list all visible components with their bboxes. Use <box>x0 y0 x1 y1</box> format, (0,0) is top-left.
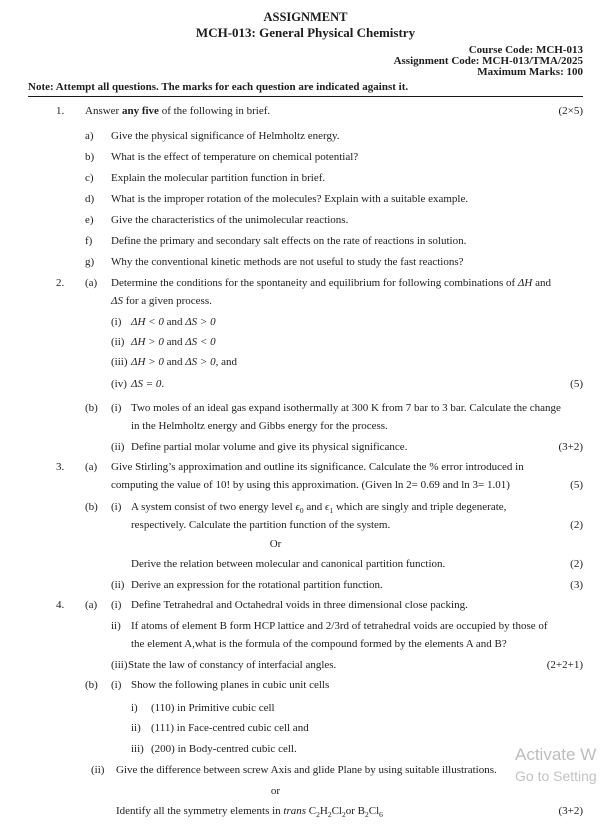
indent-spacer <box>28 274 56 310</box>
item-label: (i) <box>111 316 122 328</box>
question-row <box>28 313 583 331</box>
question-row <box>28 333 583 351</box>
indent-spacer <box>28 353 111 371</box>
item-label: (iv) <box>111 378 127 390</box>
item-label: a) <box>85 130 94 142</box>
course-code: Course Code: MCH-013 <box>468 44 583 56</box>
item-label: iii) <box>131 743 144 755</box>
question-text: ΔS = 0. <box>131 378 165 390</box>
question-row <box>28 148 583 166</box>
item-label: (iii) <box>111 356 128 368</box>
item-label: (iii) <box>111 659 128 671</box>
question-row <box>28 253 583 271</box>
marks-value: (3) <box>570 579 583 591</box>
item-label: i) <box>131 702 138 714</box>
indent-spacer <box>28 555 131 573</box>
item-label: ii) <box>111 620 121 632</box>
question-list <box>28 102 583 820</box>
question-row <box>28 399 583 435</box>
question-row <box>28 232 583 250</box>
marks-value: (5) <box>570 479 583 491</box>
question-text: (111) in Face-centred cubic cell and <box>151 722 309 734</box>
item-label: (ii) <box>111 441 125 453</box>
page-title: ASSIGNMENT <box>263 10 348 24</box>
question-text: State the law of constancy of interfacial angles. <box>128 659 337 671</box>
indent-spacer <box>28 596 56 614</box>
question-row <box>28 458 583 494</box>
question-row <box>28 169 583 187</box>
item-label: 1. <box>56 105 65 117</box>
question-text: Define partial molar volume and give its physical significance. <box>131 441 408 453</box>
question-text: Give the physical significance of Helmholtz energy. <box>111 130 340 142</box>
item-label: (i) <box>111 501 122 513</box>
question-row <box>28 782 583 800</box>
indent-spacer <box>28 719 131 737</box>
question-text: ΔH < 0 and ΔS > 0 <box>131 316 216 328</box>
question-row <box>28 676 583 694</box>
question-row <box>28 535 583 553</box>
question-text: ΔH > 0 and ΔS > 0, and <box>131 356 237 368</box>
indent-spacer <box>28 576 111 594</box>
marks-value: (5) <box>570 378 583 390</box>
question-row <box>28 353 583 371</box>
question-text: Derive an expression for the rotational partition function. <box>131 579 383 591</box>
item-label: (i) <box>111 679 122 691</box>
question-row <box>28 740 583 758</box>
question-text: Give the characteristics of the unimolecular reactions. <box>111 214 349 226</box>
indent-spacer <box>28 438 111 456</box>
question-row <box>28 190 583 208</box>
item-label: (ii) <box>111 579 125 591</box>
item-label: (ii) <box>111 336 125 348</box>
item-label: (a) <box>85 277 98 289</box>
assignment-code: Assignment Code: MCH-013/TMA/2025 <box>393 55 583 67</box>
indent-spacer <box>28 676 85 694</box>
indent-spacer <box>28 313 111 331</box>
item-label: d) <box>85 193 95 205</box>
question-text: (200) in Body-centred cubic cell. <box>151 743 297 755</box>
question-row <box>28 761 583 779</box>
indent-spacer <box>28 102 56 120</box>
item-label: (i) <box>111 402 122 414</box>
question-text: Answer any five of the following in brief. <box>85 105 271 117</box>
question-row <box>28 656 583 674</box>
indent-spacer <box>28 399 85 435</box>
marks-value: (3+2) <box>558 805 583 817</box>
question-text: Or <box>269 538 282 550</box>
question-row <box>28 596 583 614</box>
question-row <box>28 719 583 737</box>
indent-spacer <box>28 699 131 717</box>
question-text: If atoms of element B form HCP lattice and 2/3rd of tetrahedral voids are occupied by those of the element A,what is the formula of the compound formed by the elements A and B? <box>131 620 548 650</box>
marks-value: (2×5) <box>558 105 583 117</box>
item-label: g) <box>85 256 95 268</box>
indent-spacer <box>28 458 56 494</box>
marks-value: (3+2) <box>558 441 583 453</box>
marks-value: (2) <box>570 558 583 570</box>
item-label: (b) <box>85 501 98 513</box>
indent-spacer <box>28 761 91 779</box>
question-text: Determine the conditions for the spontaneity and equilibrium for following combinations of ΔH and ΔS for a given process. <box>111 277 551 307</box>
question-row <box>28 375 583 393</box>
indent-spacer <box>28 169 85 187</box>
item-label: c) <box>85 172 94 184</box>
indent-spacer <box>28 190 85 208</box>
question-row <box>28 274 583 310</box>
indent-spacer <box>28 127 85 145</box>
question-text: Explain the molecular partition function in brief. <box>111 172 326 184</box>
question-text: Derive the relation between molecular and canonical partition function. <box>131 558 446 570</box>
item-label: ii) <box>131 722 141 734</box>
question-row <box>28 102 583 120</box>
indent-spacer <box>28 211 85 229</box>
question-text: Define the primary and secondary salt effects on the rate of reactions in solution. <box>111 235 467 247</box>
question-text: What is the effect of temperature on chemical potential? <box>111 151 359 163</box>
indent-spacer <box>28 656 111 674</box>
watermark-line1: Activate W <box>515 745 597 764</box>
item-label: (a) <box>85 599 98 611</box>
question-text: Show the following planes in cubic unit cells <box>131 679 330 691</box>
question-row <box>28 498 583 534</box>
marks-value: (2) <box>570 519 583 531</box>
item-label: 2. <box>56 277 65 289</box>
indent-spacer <box>28 148 85 166</box>
question-row <box>28 699 583 717</box>
item-label: f) <box>85 235 93 247</box>
indent-spacer <box>28 333 111 351</box>
question-text: Why the conventional kinetic methods are not useful to study the fast reactions? <box>111 256 464 268</box>
item-label: (a) <box>85 461 98 473</box>
question-row <box>28 438 583 456</box>
question-row <box>28 576 583 594</box>
question-row <box>28 802 583 820</box>
marks-value: (2+2+1) <box>546 659 583 671</box>
maximum-marks: Maximum Marks: 100 <box>477 66 583 78</box>
item-label: e) <box>85 214 94 226</box>
indent-spacer <box>28 253 85 271</box>
watermark-line2: Go to Setting <box>515 768 597 784</box>
question-text: What is the improper rotation of the molecules? Explain with a suitable example. <box>111 193 469 205</box>
item-label: 3. <box>56 461 65 473</box>
indent-spacer <box>28 232 85 250</box>
item-label: (i) <box>111 599 122 611</box>
indent-spacer <box>28 498 85 534</box>
question-row <box>28 617 583 653</box>
question-text: Give Stirling’s approximation and outline its significance. Calculate the % error introduced in computing the value of 10! by using this approximation. (Given ln 2= 0.69 and ln 3= 1.01) <box>111 461 524 491</box>
item-label: 4. <box>56 599 65 611</box>
item-label: (b) <box>85 679 98 691</box>
question-text: (110) in Primitive cubic cell <box>151 702 275 714</box>
indent-spacer <box>28 740 131 758</box>
question-text: A system consist of two energy level $\epsilon_0$ and $\epsilon_1$ which are singly and triple degenerate, respectively. Calculate the partition function of the system. <box>131 501 507 531</box>
question-text: Define Tetrahedral and Octahedral voids in three dimensional close packing. <box>131 599 468 611</box>
question-row <box>28 127 583 145</box>
question-text: Identify all the symmetry elements in trans $C_2H_2Cl_2or$ $B_2Cl_6$ <box>116 805 383 820</box>
question-text: ΔH > 0 and ΔS < 0 <box>131 336 216 348</box>
question-row <box>28 555 583 573</box>
question-text: or <box>270 785 281 797</box>
item-label: b) <box>85 151 95 163</box>
indent-spacer <box>28 802 116 820</box>
header-meta <box>28 45 583 78</box>
course-title: MCH-013: General Physical Chemistry <box>195 25 416 40</box>
indent-spacer <box>28 617 111 653</box>
question-row <box>28 211 583 229</box>
item-label: (ii) <box>91 764 105 776</box>
question-text: Two moles of an ideal gas expand isothermally at 300 K from 7 bar to 3 bar. Calculate the change in the Helmholtz energy and Gibbs energy for the process. <box>131 402 561 432</box>
indent-spacer <box>28 375 111 393</box>
windows-activation-watermark <box>515 744 597 786</box>
question-text: Give the difference between screw Axis and glide Plane by using suitable illustrations. <box>116 764 497 776</box>
instructions-note: Note: Attempt all questions. The marks for each question are indicated against it. <box>28 81 583 97</box>
item-label: (b) <box>85 402 98 414</box>
